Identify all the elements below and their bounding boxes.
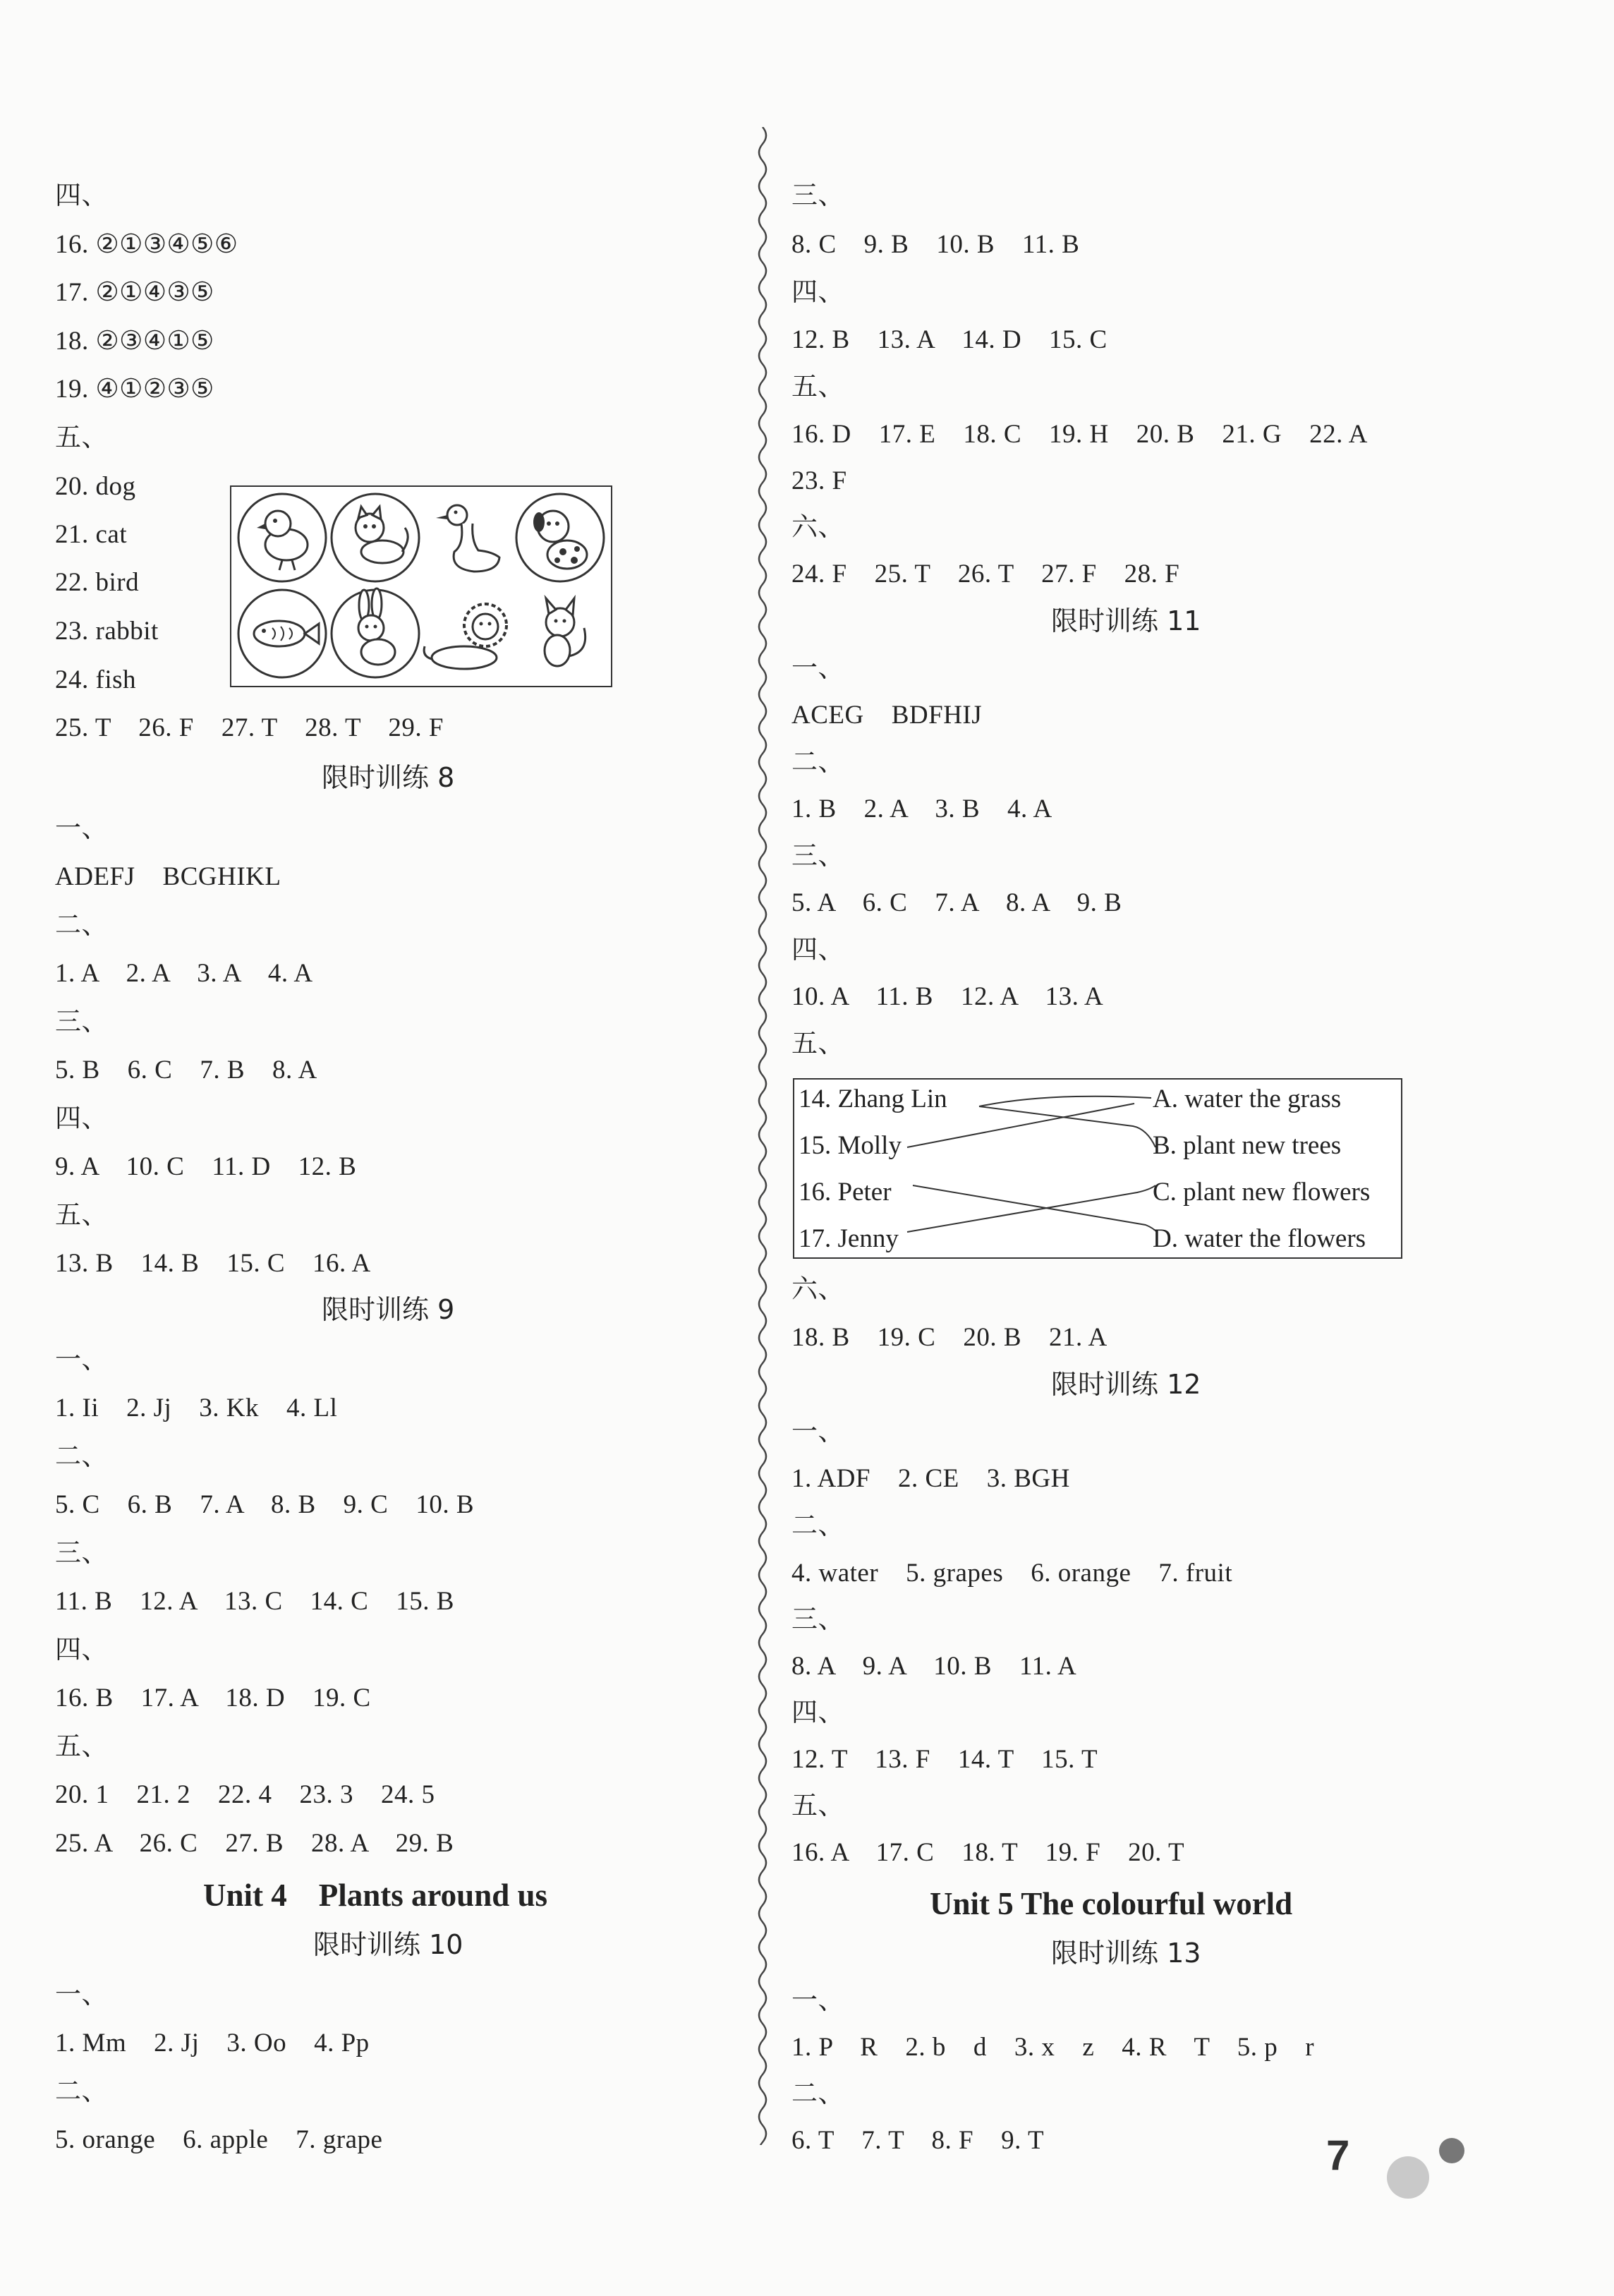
answer-line: 20. 1 21. 2 22. 4 23. 3 24. 5 [55,1780,435,1809]
answer-line: 1. Mm 2. Jj 3. Oo 4. Pp [55,2029,370,2058]
section-label: 五、 [791,1029,844,1058]
match-left-item: 17. Jenny [799,1224,899,1253]
match-right-item: B. plant new trees [1153,1131,1342,1160]
match-left-item: 15. Molly [799,1131,902,1160]
answer-line: 1. P R 2. b d 3. x z 4. R T 5. p r [791,2033,1315,2062]
decorative-dot [1387,2156,1429,2199]
answer-line: 13. B 14. B 15. C 16. A [55,1249,371,1278]
answer-line: 1. ADF 2. CE 3. BGH [791,1464,1070,1493]
answer-line: 16. B 17. A 18. D 19. C [55,1684,371,1712]
section-label: 一、 [55,814,108,843]
answer-line: 4. water 5. grapes 6. orange 7. fruit [791,1559,1233,1588]
answer-line: 1. Ii 2. Jj 3. Kk 4. Ll [55,1394,338,1422]
decorative-dot [1439,2138,1464,2163]
section-label: 一、 [791,654,844,683]
column-divider [752,127,773,2145]
match-right-item: D. water the flowers [1153,1224,1366,1253]
answer-line: 8. C 9. B 10. B 11. B [791,230,1080,259]
answer-line: 16. A 17. C 18. T 19. F 20. T [791,1838,1185,1867]
cat-icon [332,494,419,581]
section-label: 三、 [55,1539,108,1568]
answer-line: 19. ④①②③⑤ [55,375,214,404]
match-right-item: C. plant new flowers [1153,1178,1371,1207]
answer-line: 5. orange 6. apple 7. grape [55,2125,383,2154]
section-label: 五、 [791,373,844,401]
answer-line: 18. B 19. C 20. B 21. A [791,1323,1108,1352]
section-label: 二、 [55,2077,108,2106]
section-label: 四、 [791,936,844,965]
section-label: 二、 [791,1511,844,1540]
section-label: 二、 [55,1442,108,1471]
answer-line: 8. A 9. A 10. B 11. A [791,1652,1077,1681]
section-label: 一、 [791,1986,844,2015]
answer-line: 23. rabbit [55,617,159,646]
section-label: 四、 [55,1636,108,1664]
answer-line: 18. ②③④①⑤ [55,327,214,356]
answer-line: 5. B 6. C 7. B 8. A [55,1056,317,1084]
answer-line: 9. A 10. C 11. D 12. B [55,1152,357,1181]
unit-title: Unit 4 Plants around us [203,1878,548,1913]
section-label: 五、 [55,1201,108,1230]
matching-box [793,1078,1402,1259]
section-label: 六、 [791,1275,844,1304]
answer-line: ACEG BDFHIJ [791,701,983,730]
answer-line: 24. fish [55,665,136,694]
answer-line: 22. bird [55,568,140,597]
section-title: 限时训练 12 [1051,1369,1201,1400]
answer-line: 11. B 12. A 13. C 14. C 15. B [55,1587,454,1616]
section-label: 一、 [791,1418,844,1446]
answer-line: 12. B 13. A 14. D 15. C [791,325,1108,354]
answer-line: 16. D 17. E 18. C 19. H 20. B 21. G 22. A [791,420,1368,449]
answer-line: 12. T 13. F 14. T 15. T [791,1745,1098,1774]
page-number: 7 [1326,2132,1350,2179]
answer-line: 24. F 25. T 26. T 27. F 28. F [791,560,1180,588]
section-label: 三、 [55,1008,108,1037]
answer-line: 1. B 2. A 3. B 4. A [791,794,1052,823]
match-right-item: A. water the grass [1153,1084,1342,1113]
animal-picture-box [230,485,612,687]
section-title: 限时训练 10 [313,1929,463,1960]
section-title: 限时训练 11 [1051,605,1201,636]
section-label: 一、 [55,1981,108,2010]
section-label: 三、 [791,1605,844,1634]
dog-icon [516,494,604,581]
answer-line: 1. A 2. A 3. A 4. A [55,959,313,988]
answer-line: 25. T 26. F 27. T 28. T 29. F [55,713,444,742]
unit-title: Unit 5 The colourful world [930,1886,1293,1921]
match-left-item: 16. Peter [799,1178,892,1207]
section-label: 六、 [791,513,844,542]
section-title: 限时训练 8 [322,762,455,793]
match-left-item: 14. Zhang Lin [799,1084,947,1113]
section-label: 二、 [791,2079,844,2108]
section-label: 二、 [55,911,108,940]
section-label: 五、 [55,1732,108,1761]
answer-line: 5. A 6. C 7. A 8. A 9. B [791,888,1122,917]
fish-icon [238,590,326,677]
answer-line: 25. A 26. C 27. B 28. A 29. B [55,1829,454,1858]
section-label: 四、 [55,1104,108,1133]
section-label: 二、 [791,748,844,777]
section-label: 三、 [791,842,844,871]
answer-line: 10. A 11. B 12. A 13. A [791,982,1104,1011]
section-label: 四、 [791,1698,844,1727]
section-label: 一、 [55,1346,108,1374]
answer-line: 20. dog [55,472,136,501]
section-label: 三、 [791,181,844,210]
answer-line: 23. F [791,466,847,495]
duck-icon [436,505,499,572]
section-title: 限时训练 9 [322,1294,455,1325]
answer-line: 21. cat [55,520,128,549]
answer-line: 16. ②①③④⑤⑥ [55,230,238,259]
answer-line: ADEFJ BCGHIKL [55,862,281,891]
section-label: 四、 [791,278,844,307]
section-label: 五、 [791,1792,844,1820]
rabbit-icon [332,588,419,677]
answer-line: 17. ②①④③⑤ [55,278,214,307]
fox-icon [545,598,585,666]
section-label: 五、 [55,423,108,452]
lion-icon [424,604,506,669]
answer-line: 6. T 7. T 8. F 9. T [791,2126,1045,2155]
answer-line: 5. C 6. B 7. A 8. B 9. C 10. B [55,1490,475,1519]
bird-icon [238,494,326,581]
section-label: 四、 [55,181,108,210]
section-title: 限时训练 13 [1051,1938,1201,1969]
